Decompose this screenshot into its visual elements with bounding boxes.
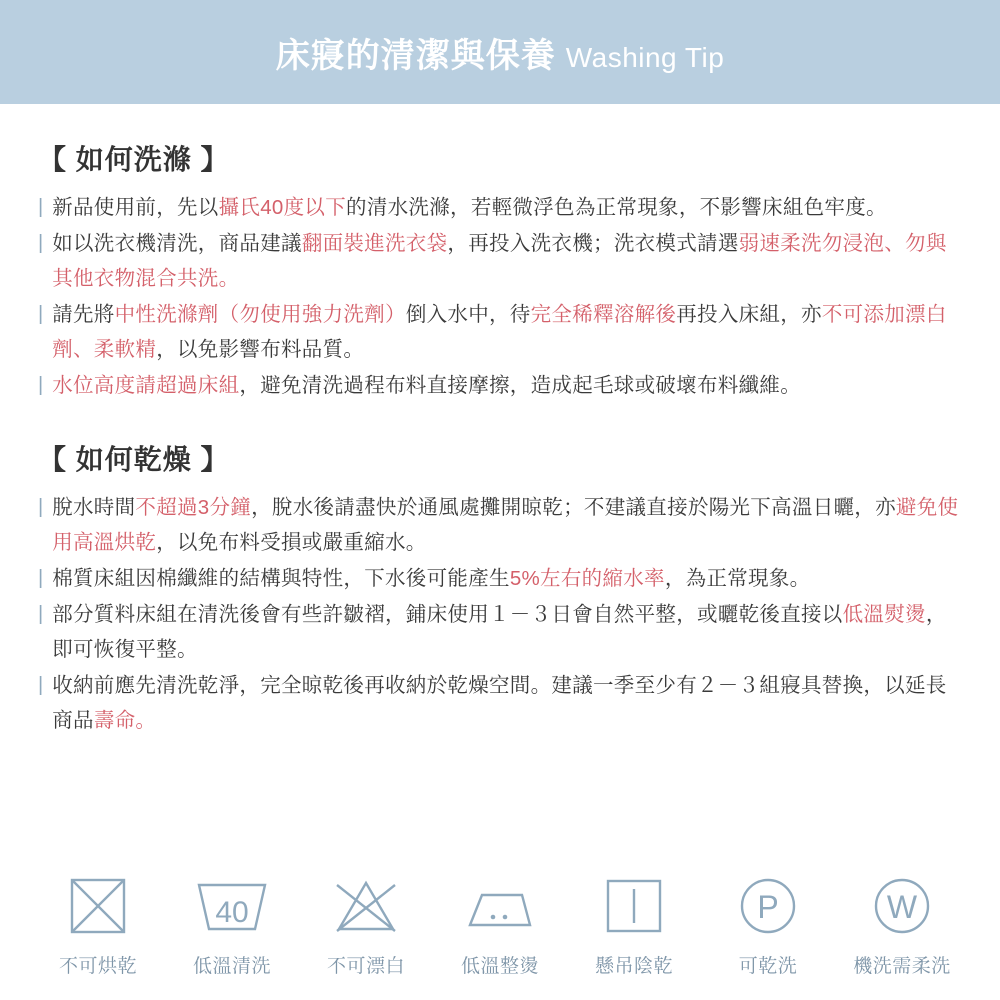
page-header: [0, 0, 1000, 104]
text-run: ，再投入洗衣機；洗衣模式請選: [447, 232, 739, 255]
no-tumble-dry-icon: [67, 873, 129, 939]
care-symbol-low-iron: [433, 873, 567, 978]
care-symbol-no-tumble-dry: [31, 873, 165, 978]
text-run-highlight: 弱速柔洗勿浸泡、勿與其他衣物混合共洗。: [52, 232, 947, 290]
content-area: [0, 104, 1000, 738]
text-run: 請先將: [52, 303, 115, 326]
care-symbol-line-dry: [567, 873, 701, 978]
text-run-highlight: 水位高度請超過床組: [52, 374, 240, 397]
text-run: 再投入床組，亦: [676, 303, 822, 326]
no-bleach-icon: [331, 873, 401, 939]
text-run-highlight: （勿使用強力洗劑）: [218, 303, 406, 326]
care-symbol-label: 機洗需柔洗: [853, 956, 951, 977]
list-item: [38, 226, 962, 296]
text-run: ，即可恢復平整。: [52, 603, 947, 661]
bullet-marker-icon: |: [38, 303, 44, 325]
text-run: ，為正常現象。: [664, 567, 811, 590]
low-iron-icon: [460, 873, 540, 939]
text-run: 收納前應先清洗乾淨，完全晾乾後再收納於乾燥空間。建議一季至少有２－３組寢具替換，以延長商品: [52, 674, 947, 732]
text-run: 倒入水中，待: [405, 303, 531, 326]
line-dry-icon: [603, 873, 665, 939]
list-item-text: [52, 561, 962, 596]
bullet-marker-icon: |: [38, 496, 44, 518]
wash-40-icon: [193, 873, 271, 939]
text-run: ，脫水後請盡快於通風處攤開晾乾；不建議直接於陽光下高溫日曬，亦: [251, 496, 896, 519]
care-symbol-machine-wash: [835, 873, 969, 978]
machine-wash-w-icon: [871, 873, 933, 939]
care-symbol-no-bleach: [299, 873, 433, 978]
care-symbol-wash-40: [165, 873, 299, 978]
list-item-text: [52, 368, 962, 403]
page-title: [276, 28, 725, 77]
list-item: [38, 490, 962, 560]
list-item: [38, 368, 962, 403]
text-run: 部分質料床組在清洗後會有些許皺褶，鋪床使用１－３日會自然平整，或曬乾後直接以: [52, 603, 843, 626]
svg-text:P: P: [757, 889, 779, 925]
care-symbol-label: 懸吊陰乾: [594, 956, 673, 977]
care-symbol-label: 可乾洗: [738, 956, 798, 977]
section-drying: [38, 438, 962, 738]
section-heading-washing: 【 如何洗滌 】: [38, 144, 230, 175]
care-symbol-label: 不可烘乾: [58, 956, 137, 977]
list-item-text: [52, 597, 962, 667]
list-item: [38, 190, 962, 225]
page-title-cn: 床寢的清潔與保養: [275, 36, 556, 75]
text-run: ，以免布料受損或嚴重縮水。: [156, 531, 427, 554]
bullet-marker-icon: |: [38, 374, 44, 396]
text-run-highlight: 攝氏40度以下: [218, 196, 347, 219]
drying-instruction-list: [38, 490, 962, 738]
list-item-text: [52, 668, 962, 738]
text-run: 脫水時間: [52, 496, 136, 519]
care-symbol-dry-clean: [701, 873, 835, 978]
list-item: [38, 297, 962, 367]
text-run-highlight: 完全稀釋溶解後: [530, 303, 677, 326]
text-run: ，以免影響布料品質。: [156, 338, 365, 361]
list-item-text: [52, 190, 962, 225]
list-item: [38, 561, 962, 596]
section-spacer: [38, 404, 962, 430]
bullet-marker-icon: |: [38, 603, 44, 625]
care-symbol-label: 低溫清洗: [192, 956, 271, 977]
list-item-text: [52, 226, 962, 296]
bullet-marker-icon: |: [38, 674, 44, 696]
text-run-highlight: 不可添加漂白劑、柔軟精: [52, 303, 947, 361]
text-run-highlight: 中性洗滌劑: [114, 303, 219, 326]
washing-instruction-list: [38, 190, 962, 403]
bullet-marker-icon: |: [38, 196, 44, 218]
svg-text:40: 40: [215, 896, 249, 929]
text-run: 棉質床組因棉纖維的結構與特性，下水後可能產生: [52, 567, 510, 590]
bullet-marker-icon: |: [38, 232, 44, 254]
page-title-en: Washing Tip: [565, 41, 725, 73]
text-run-highlight: 壽命。: [93, 709, 157, 732]
section-washing: [38, 138, 962, 403]
text-run-highlight: 不超過3分鐘: [135, 496, 252, 519]
list-item-text: [52, 490, 962, 560]
text-run: ，避免清洗過程布料直接摩擦，造成起毛球或破壞布料纖維。: [239, 374, 802, 397]
text-run-highlight: 低溫熨燙: [842, 603, 926, 626]
text-run-highlight: 避免使用高溫烘乾: [52, 496, 959, 554]
section-heading-drying: 【 如何乾燥 】: [38, 444, 230, 475]
list-item-text: [52, 297, 962, 367]
list-item: [38, 668, 962, 738]
care-symbol-label: 低溫整燙: [460, 956, 539, 977]
dry-clean-p-icon: [737, 873, 799, 939]
text-run-highlight: 5%左右的縮水率: [509, 567, 665, 590]
bullet-marker-icon: |: [38, 567, 44, 589]
text-run: 的清水洗滌，若輕微浮色為正常現象，不影響床組色牢度。: [346, 196, 887, 219]
text-run-highlight: 翻面裝進洗衣袋: [301, 232, 448, 255]
list-item: [38, 597, 962, 667]
text-run: 新品使用前，先以: [52, 196, 219, 219]
care-symbols-row: [0, 873, 1000, 978]
text-run: 如以洗衣機清洗，商品建議: [52, 232, 302, 255]
care-symbol-label: 不可漂白: [326, 956, 405, 977]
svg-text:W: W: [886, 889, 918, 925]
